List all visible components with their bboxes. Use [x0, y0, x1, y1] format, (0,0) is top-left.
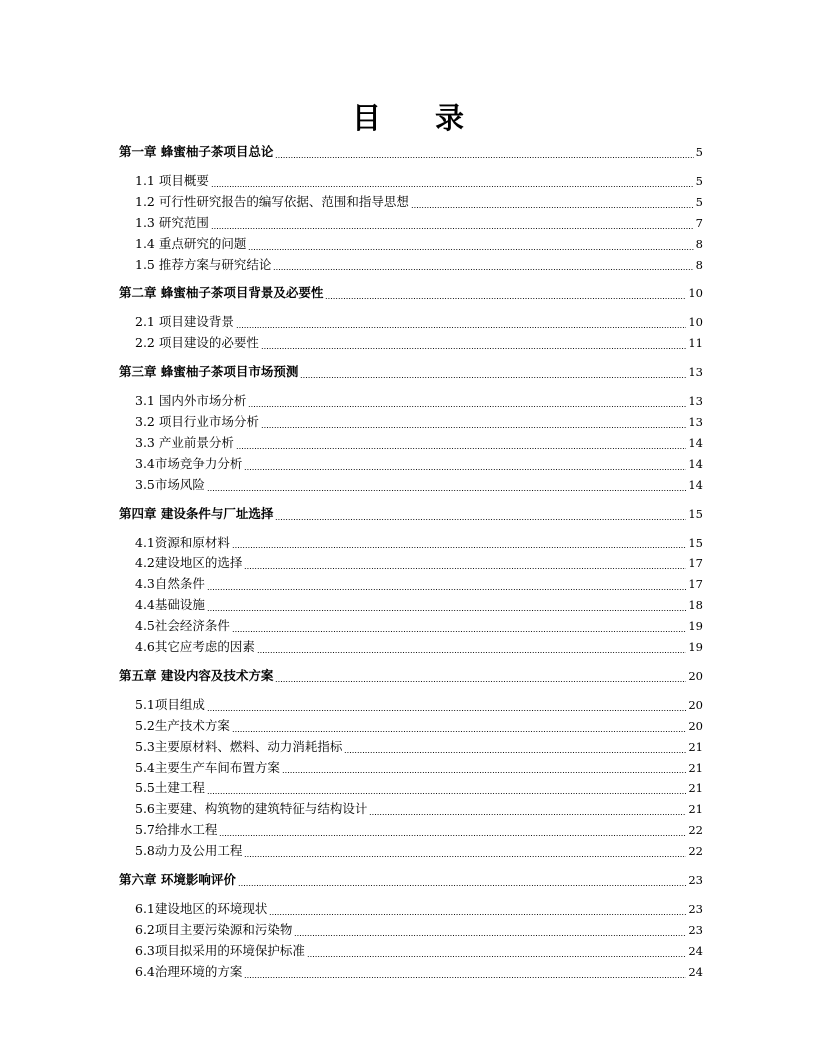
toc-page-number: 5 — [695, 145, 703, 159]
toc-page-number: 22 — [688, 823, 703, 838]
toc-entry-label: 5.2生产技术方案 — [135, 717, 230, 733]
toc-dot-leader — [236, 448, 687, 449]
toc-entry-label: 6.4治理环境的方案 — [135, 963, 243, 979]
toc-page-number: 5 — [695, 194, 703, 209]
toc-entry-label: 5.4主要生产车间布置方案 — [135, 759, 280, 775]
toc-page-number: 20 — [688, 697, 703, 712]
toc-page-number: 13 — [688, 365, 703, 380]
toc-page-number: 19 — [688, 640, 703, 655]
toc-entry-label: 3.2 项目行业市场分析 — [135, 413, 259, 429]
toc-dot-leader — [344, 752, 686, 753]
toc-dot-leader — [257, 652, 686, 653]
toc-entry-label: 4.1资源和原材料 — [135, 534, 230, 550]
toc-dot-leader — [238, 885, 687, 886]
toc-entry-label: 1.4 重点研究的问题 — [135, 235, 247, 251]
toc-dot-leader — [244, 469, 686, 470]
toc-section-entry[interactable] — [119, 255, 703, 276]
toc-dot-leader — [307, 956, 686, 957]
toc-dot-leader — [232, 547, 686, 548]
toc-section-entry[interactable] — [119, 941, 703, 962]
toc-page-number: 8 — [695, 257, 703, 272]
toc-dot-leader — [294, 935, 686, 936]
toc-entry-label: 4.5社会经济条件 — [135, 618, 230, 634]
toc-section-entry[interactable] — [119, 841, 703, 862]
toc-page-number: 20 — [688, 668, 703, 683]
toc-page-number: 17 — [688, 556, 703, 571]
toc-section-entry[interactable] — [119, 213, 703, 234]
toc-section-entry[interactable] — [119, 637, 703, 658]
toc-entry-label: 5.6主要建、构筑物的建筑特征与结构设计 — [135, 801, 368, 817]
toc-dot-leader — [207, 793, 686, 794]
toc-entry-label: 5.3主要原材料、燃料、动力消耗指标 — [135, 738, 343, 754]
toc-page-number: 22 — [688, 844, 703, 859]
toc-section-entry[interactable] — [119, 595, 703, 616]
toc-page-number: 20 — [688, 718, 703, 733]
toc-entry-label: 3.5市场风险 — [135, 476, 205, 492]
toc-page-number: 15 — [688, 535, 703, 550]
toc-section-entry[interactable] — [119, 716, 703, 737]
toc-entry-label: 第四章 建设条件与厂址选择 — [119, 505, 274, 521]
toc-section-entry[interactable] — [119, 433, 703, 454]
toc-dot-leader — [261, 427, 687, 428]
toc-page-number: 24 — [688, 964, 703, 979]
toc-entry-label: 第二章 蜂蜜柚子茶项目背景及必要性 — [119, 285, 324, 301]
toc-dot-leader — [269, 914, 686, 915]
toc-dot-leader — [219, 835, 686, 836]
toc-section-entry[interactable] — [119, 574, 703, 595]
toc-section-entry[interactable] — [119, 192, 703, 213]
toc-entry-label: 4.3自然条件 — [135, 576, 205, 592]
toc-page-number: 21 — [688, 739, 703, 754]
toc-page-number: 11 — [688, 336, 703, 351]
toc-chapter-entry[interactable] — [119, 362, 703, 383]
toc-page-number: 23 — [688, 873, 703, 888]
toc-page-number: 5 — [695, 173, 703, 188]
toc-page-number: 24 — [688, 943, 703, 958]
toc-dot-leader — [207, 610, 686, 611]
toc-section-entry[interactable] — [119, 533, 703, 554]
toc-section-entry[interactable] — [119, 758, 703, 779]
toc-dot-leader — [261, 348, 687, 349]
toc-chapter-entry[interactable] — [119, 870, 703, 891]
toc-entry-label: 3.4市场竞争力分析 — [135, 455, 243, 471]
toc-entry-label: 3.3 产业前景分析 — [135, 434, 234, 450]
toc-entry-label: 第三章 蜂蜜柚子茶项目市场预测 — [119, 364, 299, 380]
toc-entry-label: 第一章 蜂蜜柚子茶项目总论 — [119, 144, 274, 159]
toc-page-number: 23 — [688, 922, 703, 937]
toc-entry-label: 3.1 国内外市场分析 — [135, 393, 247, 409]
toc-dot-leader — [244, 568, 686, 569]
toc-entry-label: 5.8动力及公用工程 — [135, 843, 243, 859]
toc-entry-label: 1.2 可行性研究报告的编写依据、范围和指导思想 — [135, 193, 409, 209]
toc-dot-leader — [275, 681, 686, 682]
toc-dot-leader — [411, 207, 694, 208]
toc-entry-label: 6.1建设地区的环境现状 — [135, 901, 268, 916]
toc-dot-leader — [207, 589, 686, 590]
toc-dot-leader — [232, 731, 686, 732]
toc-dot-leader — [300, 377, 686, 378]
toc-section-entry[interactable] — [119, 391, 703, 412]
toc-dot-leader — [369, 814, 686, 815]
toc-entry-label: 6.2项目主要污染源和污染物 — [135, 921, 293, 937]
toc-page-number: 13 — [688, 394, 703, 409]
toc-page-number: 21 — [688, 760, 703, 775]
toc-page-number: 18 — [688, 598, 703, 613]
toc-entry-label: 5.5土建工程 — [135, 780, 205, 796]
toc-section-entry[interactable] — [119, 820, 703, 841]
toc-page-number: 14 — [688, 477, 703, 492]
toc-dot-leader — [232, 631, 686, 632]
toc-page-number: 8 — [695, 236, 703, 251]
toc-entry-label: 1.3 研究范围 — [135, 214, 209, 230]
toc-section-entry[interactable] — [119, 475, 703, 496]
table-of-contents — [119, 142, 703, 983]
toc-dot-leader — [275, 519, 686, 520]
toc-section-entry[interactable] — [119, 695, 703, 716]
toc-section-entry[interactable] — [119, 920, 703, 941]
toc-dot-leader — [248, 406, 686, 407]
toc-dot-leader — [273, 269, 693, 270]
toc-page-number: 10 — [688, 286, 703, 301]
toc-section-entry[interactable] — [119, 737, 703, 758]
toc-page-number: 13 — [688, 414, 703, 429]
toc-dot-leader — [207, 710, 686, 711]
toc-page-number: 7 — [695, 215, 703, 230]
page-title: 目 录 — [351, 101, 487, 135]
toc-dot-leader — [211, 186, 694, 187]
toc-entry-label: 4.4基础设施 — [135, 597, 205, 613]
toc-page-number: 19 — [688, 619, 703, 634]
toc-page-number: 10 — [688, 315, 703, 330]
toc-page-number: 14 — [688, 435, 703, 450]
toc-section-entry[interactable] — [119, 778, 703, 799]
toc-dot-leader — [236, 327, 687, 328]
toc-page-number: 17 — [688, 577, 703, 592]
toc-section-entry[interactable] — [119, 454, 703, 475]
toc-entry-label: 1.5 推荐方案与研究结论 — [135, 256, 272, 272]
toc-entry-label: 4.6其它应考虑的因素 — [135, 639, 255, 655]
toc-page-number: 21 — [688, 802, 703, 817]
toc-entry-label: 第六章 环境影响评价 — [119, 872, 236, 888]
toc-section-entry[interactable] — [119, 234, 703, 255]
toc-section-entry[interactable] — [119, 171, 703, 192]
toc-dot-leader — [248, 249, 693, 250]
toc-entry-label: 5.1项目组成 — [135, 696, 205, 712]
toc-page-number: 23 — [688, 902, 703, 916]
toc-chapter-entry[interactable] — [119, 504, 703, 525]
toc-section-entry[interactable] — [119, 616, 703, 637]
toc-dot-leader — [244, 977, 686, 978]
toc-page-number: 21 — [688, 781, 703, 796]
toc-dot-leader — [275, 157, 693, 158]
toc-dot-leader — [325, 298, 686, 299]
toc-entry-label: 1.1 项目概要 — [135, 172, 209, 188]
toc-entry-label: 5.7给排水工程 — [135, 822, 218, 838]
toc-chapter-entry[interactable] — [119, 142, 703, 163]
toc-section-entry[interactable] — [119, 312, 703, 333]
toc-chapter-entry[interactable] — [119, 666, 703, 687]
toc-entry-label: 第五章 建设内容及技术方案 — [119, 667, 274, 683]
toc-section-entry[interactable] — [119, 899, 703, 920]
toc-chapter-entry[interactable] — [119, 283, 703, 304]
toc-section-entry[interactable] — [119, 333, 703, 354]
toc-entry-label: 4.2建设地区的选择 — [135, 555, 243, 571]
toc-dot-leader — [282, 772, 686, 773]
toc-page-number: 14 — [688, 456, 703, 471]
toc-entry-label: 6.3项目拟采用的环境保护标准 — [135, 942, 305, 958]
toc-section-entry[interactable] — [119, 412, 703, 433]
toc-page-number: 15 — [688, 506, 703, 521]
toc-section-entry[interactable] — [119, 553, 703, 574]
toc-entry-label: 2.2 项目建设的必要性 — [135, 335, 259, 351]
toc-section-entry[interactable] — [119, 799, 703, 820]
toc-dot-leader — [211, 228, 694, 229]
toc-dot-leader — [207, 490, 686, 491]
toc-dot-leader — [244, 856, 686, 857]
toc-entry-label: 2.1 项目建设背景 — [135, 314, 234, 330]
toc-section-entry[interactable] — [119, 962, 703, 983]
